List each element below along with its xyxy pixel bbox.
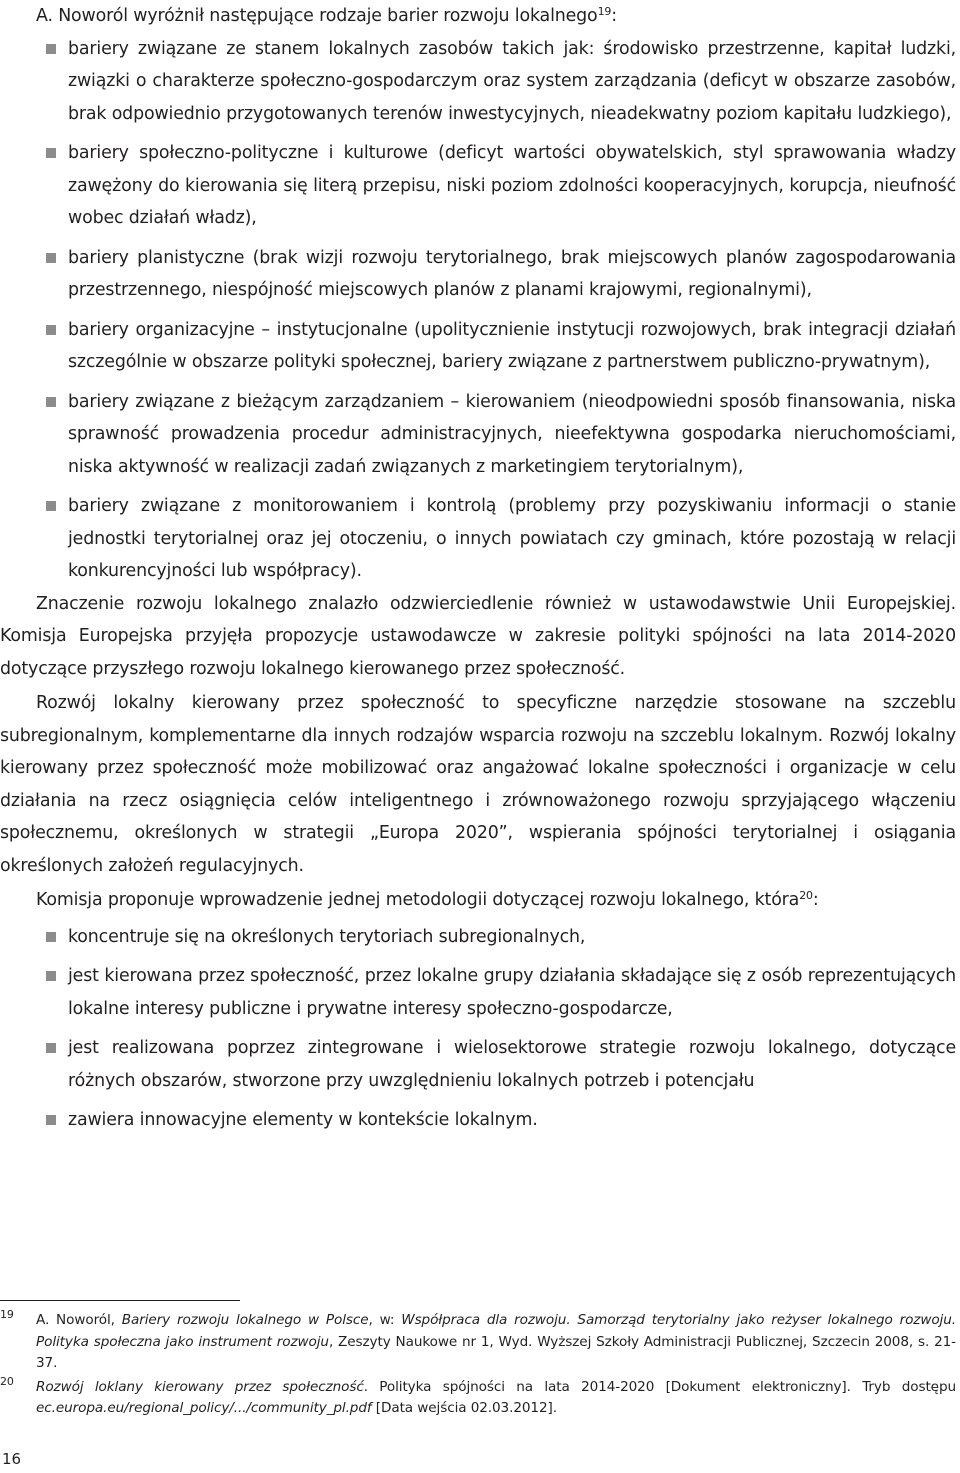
footnote-number: 20 (0, 1374, 14, 1388)
paragraph-clld: Rozwój lokalny kierowany przez społeczność to specyficzne narzędzie stosowane na szczeblu subregionalnym, komplementarne dla innych rodzajów wsparcia rozwoju na szczeblu lokalnym. Rozwój lokalny kierowany przez społeczność może mobilizować oraz angażować lokalne społeczności i organizacje w celu działania na rzecz osiągnięcia celów inteligentnego i zrównoważonego rozwoju sprzyjającego włączeniu społecznemu, określonych w strategii „Europa 2020”, wspierania spójności terytorialnej i osiągania określonych założeń regulacyjnych. (0, 693, 956, 876)
list-item: bariery społeczno-polityczne i kulturowe (deficyt wartości obywatelskich, styl sprawowania władzy zawężony do kierowania się literą przepisu, niski poziom zdolności kooperacyjnych, korupcja, nieufność wobec działań władz), (0, 137, 960, 235)
square-bullet-icon (46, 971, 56, 981)
list-item: bariery związane z monitorowaniem i kontrolą (problemy przy pozyskiwaniu informacji o stanie jednostki terytorialnej oraz jej otoczeniu, o innych powiatach czy gminach, które pozostają w relacji konkurencyjności lub współpracy). (0, 490, 960, 588)
page-number: 16 (2, 1450, 22, 1468)
barriers-list (0, 33, 960, 588)
section-b-intro: Komisja proponuje wprowadzenie jednej metodologii dotyczącej rozwoju lokalnego, która$^{20}$: (36, 889, 819, 910)
section-a-lead (0, 0, 960, 33)
footnote-ref-19[interactable]: 19 (597, 5, 612, 18)
footnote-separator (0, 1300, 240, 1301)
footnote-source: Współpraca dla rozwoju. Samorząd terytorialny jako reżyser lokalnego rozwoju. Polityka społeczna jako instrument rozwoju (36, 1312, 956, 1350)
list-item: zawiera innowacyjne elementy w kontekście lokalnym. (0, 1104, 960, 1137)
list-item: bariery organizacyjne – instytucjonalne (upolitycznienie instytucji rozwojowych, brak integracji działań szczególnie w obszarze polityki społecznej, bariery związane z partnerstwem publiczno-prywatnym), (0, 314, 960, 379)
list-item: jest realizowana poprzez zintegrowane i wielosektorowe strategie rozwoju lokalnego, dotyczące różnych obszarów, stworzone przy uwzględnieniu lokalnych potrzeb i potencjału (0, 1032, 960, 1097)
paragraph-eu-legislation: Znaczenie rozwoju lokalnego znalazło odzwierciedlenie również w ustawodawstwie Unii Europejskiej. Komisja Europejska przyjęła propozycje ustawodawcze w zakresie polityki spójności na lata 2014-2020 dotyczące przyszłego rozwoju lokalnego kierowanego przez społeczność. (0, 593, 956, 679)
square-bullet-icon (46, 1115, 56, 1125)
footnote-title: Rozwój loklany kierowany przez społeczność (36, 1378, 364, 1395)
list-item: koncentruje się na określonych terytoriach subregionalnych, (0, 921, 960, 954)
footnote-ref-20[interactable]: 20 (799, 889, 813, 902)
footnote-link[interactable]: ec.europa.eu/regional_policy/.../community_pl.pdf (36, 1400, 372, 1416)
methodology-list (0, 921, 960, 1137)
square-bullet-icon (46, 932, 56, 942)
footnotes (0, 1310, 960, 1422)
footnote-19: 19 A. Noworól, Bariery rozwoju lokalnego w Polsce, w: Współpraca dla rozwoju. Samorząd terytorialny jako reżyser lokalnego rozwoju. Polityka społeczna jako instrument rozwoju, Zeszyty Naukowe nr 1, Wyd. Wyższej Szkoły Administracji Publicznej, Szczecin 2008, s. 21-37. (0, 1310, 960, 1375)
square-bullet-icon (46, 44, 56, 54)
square-bullet-icon (46, 325, 56, 335)
list-item: jest kierowana przez społeczność, przez lokalne grupy działania składające się z osób reprezentujących lokalne interesy publiczne i prywatne interesy społeczno-gospodarcze, (0, 960, 960, 1025)
footnote-number: 19 (0, 1308, 14, 1321)
footnote-title: Bariery rozwoju lokalnego w Polsce (121, 1312, 369, 1328)
square-bullet-icon (46, 148, 56, 158)
square-bullet-icon (46, 1043, 56, 1053)
list-item: bariery związane z bieżącym zarządzaniem – kierowaniem (nieodpowiedni sposób finansowania, niska sprawność prowadzenia procedur administracyjnych, nieefektywna gospodarka nieruchomościami, niska aktywność w realizacji zadań związanych z marketingiem terytorialnym), (0, 386, 960, 484)
lead-colon: : (611, 6, 617, 26)
footnote-20: 20 Rozwój loklany kierowany przez społeczność. Polityka spójności na lata 2014-2020 [Dokument elektroniczny]. Tryb dostępu ec.europa.eu/regional_policy/.../community_pl.pdf [Data wejścia 02.03.2012]. (0, 1377, 960, 1420)
lead-text: A. Noworól wyróżnił następujące rodzaje barier rozwoju lokalnego (36, 6, 598, 26)
square-bullet-icon (46, 501, 56, 511)
list-item: bariery związane ze stanem lokalnych zasobów takich jak: środowisko przestrzenne, kapitał ludzki, związki o charakterze społeczno-gospodarczym oraz system zarządzania (deficyt w obszarze zasobów, brak odpowiednio przygotowanych terenów inwestycyjnych, nieadekwatny poziom kapitału ludzkiego), (0, 33, 960, 131)
list-item: bariery planistyczne (brak wizji rozwoju terytorialnego, brak miejscowych planów zagospodarowania przestrzennego, niespójność miejscowych planów z planami krajowymi, regionalnymi), (0, 242, 960, 307)
square-bullet-icon (46, 397, 56, 407)
square-bullet-icon (46, 253, 56, 263)
